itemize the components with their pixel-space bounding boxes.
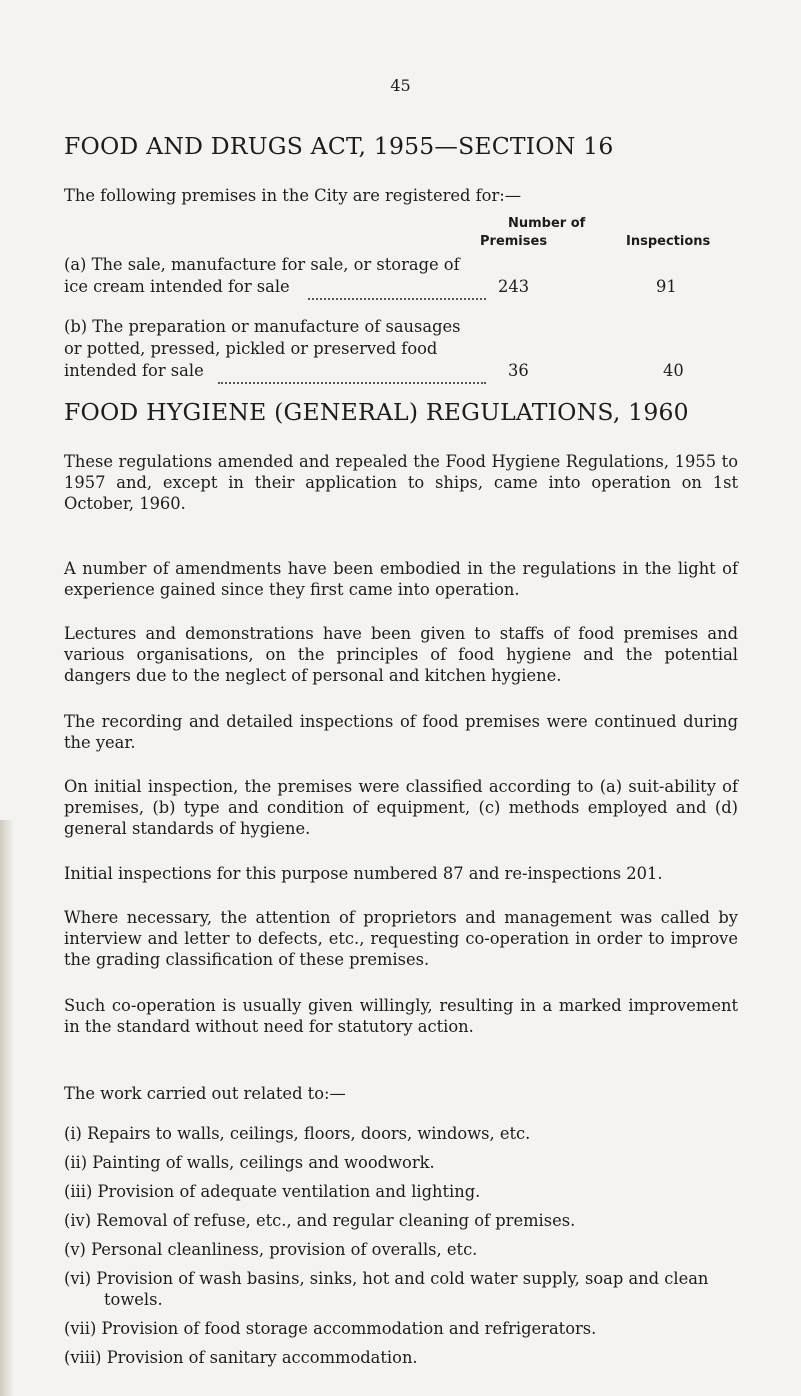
row-b-line1: (b) The preparation or manufacture of sausages [64, 317, 461, 336]
column-header-premises: Premises [480, 234, 548, 249]
row-a-line2 [64, 277, 290, 296]
paragraph-5: On initial inspection, the premises were classified according to (a) suit-ability of premises, (b) type and condition of equipment, (c) methods employed and (d) general standards of hygiene. [64, 777, 738, 838]
row-b-line3: intended for sale [64, 361, 204, 380]
list-item: (i) Repairs to walls, ceilings, floors, doors, windows, etc. [64, 1124, 531, 1143]
paragraph-2: A number of amendments have been embodied in the regulations in the light of experience gained since they first came into operation. [64, 559, 738, 599]
paragraph-9: The work carried out related to:— [64, 1084, 346, 1103]
paragraph-6: Initial inspections for this purpose numbered 87 and re-inspections 201. [64, 864, 663, 883]
work-items-list [64, 1123, 764, 1376]
page-number: 45 [390, 76, 411, 95]
row-a-inspections: 91 [656, 277, 677, 296]
paragraph-3: Lectures and demonstrations have been given to staffs of food premises and various organisations, on the principles of food hygiene and the potential dangers due to the neglect of personal and kitchen hygiene. [64, 624, 738, 685]
row-b-line2: or potted, pressed, pickled or preserved food [64, 339, 438, 358]
column-group-header: Number of [508, 216, 586, 231]
column-header-inspections: Inspections [626, 234, 711, 249]
row-a-premises: 243 [498, 277, 530, 296]
paragraph-4: The recording and detailed inspections of food premises were continued during the year. [64, 712, 738, 752]
page-edge-shadow [0, 820, 14, 1396]
section1-intro: The following premises in the City are registered for:— [64, 186, 521, 205]
list-item: (vii) Provision of food storage accommodation and refrigerators. [64, 1319, 597, 1338]
row-a-label: ice cream intended for sale [64, 277, 290, 296]
list-item: (iv) Removal of refuse, etc., and regular cleaning of premises. [64, 1211, 576, 1230]
list-item: (vi) Provision of wash basins, sinks, hot and cold water supply, soap and clean towels. [64, 1269, 709, 1309]
row-b-inspections: 40 [663, 361, 684, 380]
row-a-dot-leader [308, 278, 486, 300]
row-a-line1: (a) The sale, manufacture for sale, or storage of [64, 255, 460, 274]
list-item: (ii) Painting of walls, ceilings and woodwork. [64, 1153, 435, 1172]
section1-title: FOOD AND DRUGS ACT, 1955—SECTION 16 [64, 132, 614, 160]
list-item: (viii) Provision of sanitary accommodation. [64, 1348, 418, 1367]
list-item: (v) Personal cleanliness, provision of overalls, etc. [64, 1240, 478, 1259]
section2-title: FOOD HYGIENE (GENERAL) REGULATIONS, 1960 [64, 398, 689, 426]
paragraph-1: These regulations amended and repealed the Food Hygiene Regulations, 1955 to 1957 and, except in their application to ships, came into operation on 1st October, 1960. [64, 452, 738, 513]
list-item: (iii) Provision of adequate ventilation and lighting. [64, 1182, 481, 1201]
paragraph-8: Such co-operation is usually given willingly, resulting in a marked improvement in the standard without need for statutory action. [64, 996, 738, 1036]
paragraph-7: Where necessary, the attention of proprietors and management was called by interview and letter to defects, etc., requesting co-operation in order to improve the grading classification of these premises. [64, 908, 738, 969]
row-b-premises: 36 [508, 361, 529, 380]
row-b-dot-leader [218, 362, 486, 384]
